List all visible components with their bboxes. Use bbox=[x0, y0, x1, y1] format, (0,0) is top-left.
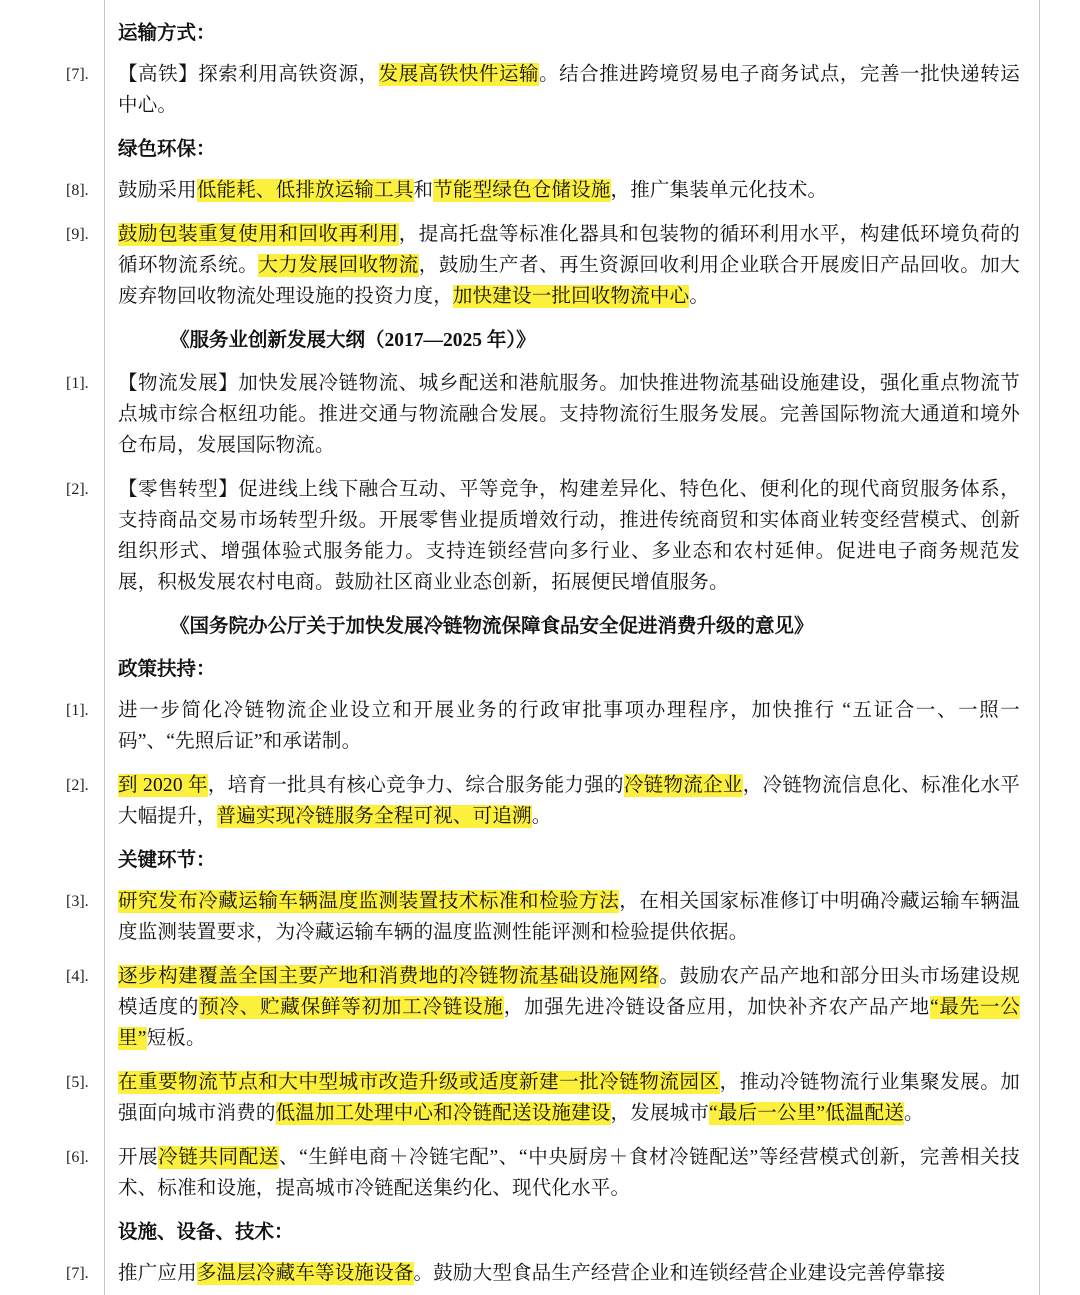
item-7-transport bbox=[60, 59, 1020, 121]
plain-text: ，加强先进冷链设备应用，加快补齐农产品产地 bbox=[503, 997, 930, 1018]
highlighted-text: 普遍实现冷链服务全程可视、可追溯 bbox=[216, 806, 532, 827]
plain-text: 。结合推进跨境贸易电子商务试点，完善一批快递转运中心。 bbox=[118, 64, 1020, 116]
highlighted-text: 加快建设一批回收物流中心 bbox=[452, 286, 690, 307]
item-marker: [1]. bbox=[66, 702, 89, 719]
plain-text: ，提高托盘等标准化器具和包装物的循环利用水平，构建低环境负荷的循环物流系统。 bbox=[118, 224, 1020, 276]
plain-text: 【物流发展】加快发展冷链物流、城乡配送和港航服务。加快推进物流基础设施建设，强化重点物流节点城市综合枢纽功能。推进交通与物流融合发展。支持物流衍生服务发展。完善国际物流大通道和境外仓布局，发展国际物流。 bbox=[118, 373, 1020, 456]
item-text bbox=[118, 368, 1020, 461]
item-marker: [7]. bbox=[66, 66, 89, 83]
item-2-retail-transform bbox=[60, 474, 1020, 598]
doc-title-cold-chain-opinion: 《国务院办公厅关于加快发展冷链物流保障食品安全促进消费升级的意见》 bbox=[170, 616, 814, 637]
heading-green-environment: 绿色环保： bbox=[118, 139, 216, 160]
plain-text: 进一步简化冷链物流企业设立和开展业务的行政审批事项办理程序，加快推行 “五证合一、一照一码”、“先照后证”和承诺制。 bbox=[118, 700, 1020, 752]
item-text bbox=[118, 1258, 1020, 1289]
document-content bbox=[60, 18, 1020, 1289]
item-marker: [8]. bbox=[66, 182, 89, 199]
highlighted-text: 到 2020 年 bbox=[118, 775, 208, 796]
highlighted-text: 研究发布冷藏运输车辆温度监测装置技术标准和检验方法 bbox=[118, 891, 620, 912]
highlighted-text: “最后一公里”低温配送 bbox=[709, 1103, 905, 1124]
item-text bbox=[118, 59, 1020, 121]
item-9-recycle bbox=[60, 219, 1020, 312]
item-4-network-build bbox=[60, 961, 1020, 1054]
heading-transport-mode: 运输方式： bbox=[118, 23, 216, 44]
highlighted-text: 低温加工处理中心和冷链配送设施建设 bbox=[275, 1103, 611, 1124]
item-text bbox=[118, 695, 1020, 757]
plain-text: 短板。 bbox=[146, 1028, 206, 1049]
item-6-joint-distribution bbox=[60, 1142, 1020, 1204]
item-text bbox=[118, 886, 1020, 948]
heading-facilities-equipment-tech: 设施、设备、技术： bbox=[118, 1222, 294, 1243]
item-marker: [1]. bbox=[66, 375, 89, 392]
highlighted-text: 大力发展回收物流 bbox=[258, 255, 419, 276]
item-text bbox=[118, 770, 1020, 832]
doc-title-service-innovation: 《服务业创新发展大纲（2017—2025 年）》 bbox=[170, 330, 536, 351]
item-marker: [7]. bbox=[66, 1265, 89, 1282]
plain-text: 【零售转型】促进线上线下融合互动、平等竞争，构建差异化、特色化、便利化的现代商贸服务体系，支持商品交易市场转型升级。开展零售业提质增效行动，推进传统商贸和实体商业转变经营模式、创新组织形式、增强体验式服务能力。支持连锁经营向多行业、多业态和农村延伸。促进电子商务规范发展，积极发展农村电商。鼓励社区商业业态创新，拓展便民增值服务。 bbox=[118, 479, 1020, 593]
plain-text: 。鼓励农产品产地和部分田头市场建设规模适度的 bbox=[118, 966, 1020, 1018]
item-text bbox=[118, 1142, 1020, 1204]
highlighted-text: 多温层冷藏车等设施设备 bbox=[196, 1263, 414, 1284]
item-marker: [4]. bbox=[66, 968, 89, 985]
plain-text: 开展 bbox=[118, 1147, 159, 1168]
item-text bbox=[118, 175, 1020, 206]
item-1-logistics-development bbox=[60, 368, 1020, 461]
plain-text: 鼓励采用 bbox=[118, 180, 197, 201]
item-text bbox=[118, 1067, 1020, 1129]
plain-text: 【高铁】探索利用高铁资源， bbox=[118, 64, 379, 85]
item-8-green bbox=[60, 175, 1020, 206]
plain-text: ，推广集装单元化技术。 bbox=[610, 180, 828, 201]
plain-text: 。鼓励大型食品生产经营企业和连锁经营企业建设完善停靠接 bbox=[413, 1263, 946, 1284]
item-marker: [2]. bbox=[66, 481, 89, 498]
item-marker: [5]. bbox=[66, 1074, 89, 1091]
item-text bbox=[118, 219, 1020, 312]
plain-text: 。 bbox=[904, 1103, 924, 1124]
item-marker: [2]. bbox=[66, 777, 89, 794]
plain-text: 。 bbox=[689, 286, 710, 307]
highlighted-text: 低能耗、低排放运输工具 bbox=[196, 180, 414, 201]
highlighted-text: 鼓励包装重复使用和回收再利用 bbox=[118, 224, 399, 245]
item-text bbox=[118, 474, 1020, 598]
highlighted-text: 冷链物流企业 bbox=[623, 775, 743, 796]
plain-text: ，在相关国家标准修订中明确冷藏运输车辆温度监测装置要求，为冷藏运输车辆的温度监测性能评测和检验提供依据。 bbox=[118, 891, 1020, 943]
item-marker: [6]. bbox=[66, 1149, 89, 1166]
item-2-by-2020 bbox=[60, 770, 1020, 832]
heading-key-links: 关键环节： bbox=[118, 850, 216, 871]
plain-text: ，推动冷链物流行业集聚发展。加强面向城市消费的 bbox=[118, 1072, 1020, 1124]
heading-policy-support: 政策扶持： bbox=[118, 659, 216, 680]
item-marker: [3]. bbox=[66, 893, 89, 910]
plain-text: 和 bbox=[413, 180, 434, 201]
item-text bbox=[118, 961, 1020, 1054]
plain-text: ，鼓励生产者、再生资源回收利用企业联合开展废旧产品回收。加大废弃物回收物流处理设施的投资力度， bbox=[118, 255, 1020, 307]
highlighted-text: 逐步构建覆盖全国主要产地和消费地的冷链物流基础设施网络 bbox=[118, 966, 660, 987]
plain-text: 。 bbox=[531, 806, 552, 827]
highlighted-text: 冷链共同配送 bbox=[158, 1147, 279, 1168]
item-marker: [9]. bbox=[66, 226, 89, 243]
plain-text: 推广应用 bbox=[118, 1263, 197, 1284]
highlighted-text: 在重要物流节点和大中型城市改造升级或适度新建一批冷链物流园区 bbox=[118, 1072, 720, 1093]
item-1-approval-simplify bbox=[60, 695, 1020, 757]
plain-text: ，发展城市 bbox=[610, 1103, 710, 1124]
plain-text: ，培育一批具有核心竞争力、综合服务能力强的 bbox=[207, 775, 624, 796]
right-margin-rule bbox=[1039, 0, 1040, 1295]
plain-text: ，冷链物流信息化、标准化水平大幅提升， bbox=[118, 775, 1021, 827]
plain-text: 、“生鲜电商＋冷链宅配”、“中央厨房＋食材冷链配送”等经营模式创新，完善相关技术、标准和设施，提高城市冷链配送集约化、现代化水平。 bbox=[118, 1147, 1021, 1199]
item-5-park-upgrade bbox=[60, 1067, 1020, 1129]
item-7-multi-temp-vehicle bbox=[60, 1258, 1020, 1289]
highlighted-text: 预冷、贮藏保鲜等初加工冷链设施 bbox=[199, 997, 504, 1018]
highlighted-text: 发展高铁快件运输 bbox=[378, 64, 540, 85]
highlighted-text: “最先一公里” bbox=[118, 997, 1021, 1049]
item-3-temperature-standard bbox=[60, 886, 1020, 948]
highlighted-text: 节能型绿色仓储设施 bbox=[433, 180, 611, 201]
